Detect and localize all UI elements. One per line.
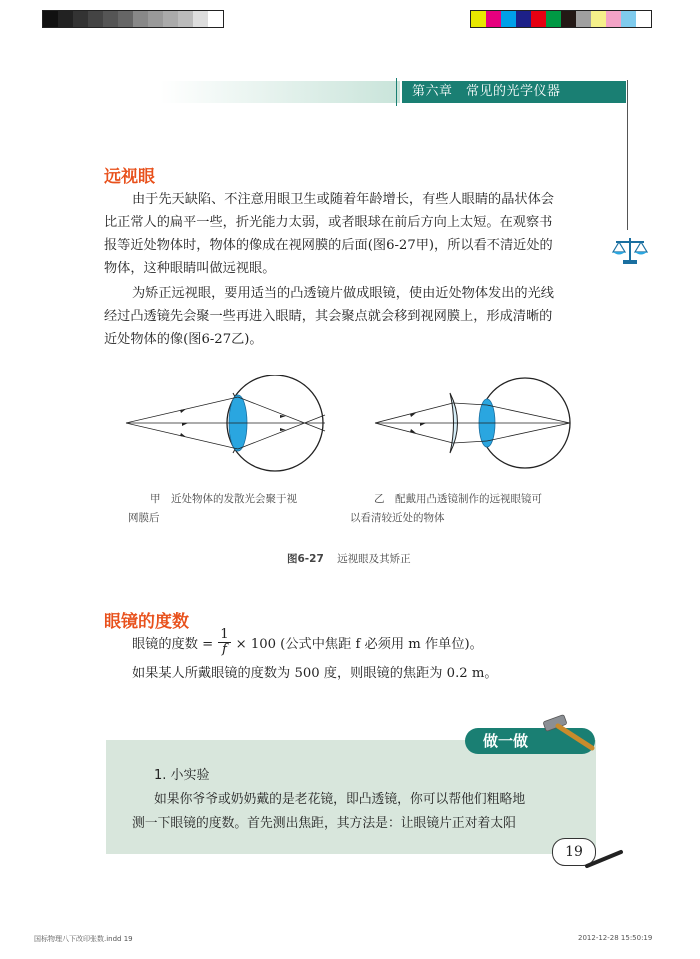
figure-caption-b: 乙 配戴用凸透镜制作的远视眼镜可 [374,493,542,505]
magnifier-handle-icon [585,848,625,872]
formula-numerator: 1 [220,627,229,642]
paragraph-line: 经过凸透镜先会聚一些再进入眼睛，其会聚点就会移到视网膜上，形成清晰的 [104,309,553,324]
paragraph-line: 如果某人所戴眼镜的度数为 500 度，则眼镜的焦距为 0.2 m。 [132,666,498,681]
chapter-header-fade [160,81,400,103]
paragraph-line: 比正常人的扁平一些，折光能力太弱，或者眼球在前后方向上太短。在观察书 [104,215,553,230]
chapter-title: 第六章 常见的光学仪器 [402,81,626,103]
page-number: 19 [552,838,596,866]
activity-badge: 做一做 [465,728,595,754]
section-title-farsightedness: 远视眼 [104,167,155,187]
paragraph-line: 为矫正远视眼，要用适当的凸透镜片做成眼镜，使由近处物体发出的光线 [132,286,554,301]
activity-line: 测一下眼镜的度数。首先测出焦距，其方法是：让眼镜片正对着太阳 [132,816,516,831]
margin-rule [627,80,628,230]
paragraph-line: 由于先天缺陷、不注意用眼卫生或随着年龄增长，有些人眼睛的晶状体会 [132,192,554,207]
figure-caption-a: 甲 近处物体的发散光会聚于视 [150,493,297,505]
formula-denominator: f [221,642,227,657]
balance-scale-icon [612,236,648,266]
figure-caption-a-cont: 网膜后 [128,512,160,524]
section-title-lens-power: 眼镜的度数 [104,612,189,632]
paragraph-line: 近处物体的像(图6-27乙)。 [104,332,263,347]
formula-fraction [218,628,230,657]
figure-caption-b-cont: 以看清较近处的物体 [350,512,445,524]
grayscale-calibration-bar [42,10,224,28]
farsighted-eye-diagram [120,375,590,480]
chapter-divider [396,78,397,106]
formula-suffix: × 100 (公式中焦距 f 必须用 m 作单位)。 [235,637,483,652]
footer-timestamp: 2012-12-28 15:50:19 [578,934,653,942]
eye-b [375,378,570,468]
paragraph-line: 物体，这种眼睛叫做远视眼。 [104,261,276,276]
formula-prefix: 眼镜的度数 = [132,637,214,652]
footer-filename: 国标物理八下改印张数.indd 19 [34,935,133,943]
figure-title-text: 远视眼及其矫正 [337,553,411,565]
figure-number: 图6-27 [287,553,324,565]
hammer-icon [540,712,596,752]
eye-a [126,375,325,471]
lens-power-formula [132,628,483,657]
color-calibration-bar [470,10,652,28]
activity-heading: 1. 小实验 [154,768,210,783]
paragraph-line: 报等近处物体时，物体的像成在视网膜的后面(图6-27甲)，所以看不清近处的 [104,238,553,253]
figure-title [287,550,411,568]
activity-line: 如果你爷爷或奶奶戴的是老花镜，即凸透镜，你可以帮他们粗略地 [154,792,526,807]
